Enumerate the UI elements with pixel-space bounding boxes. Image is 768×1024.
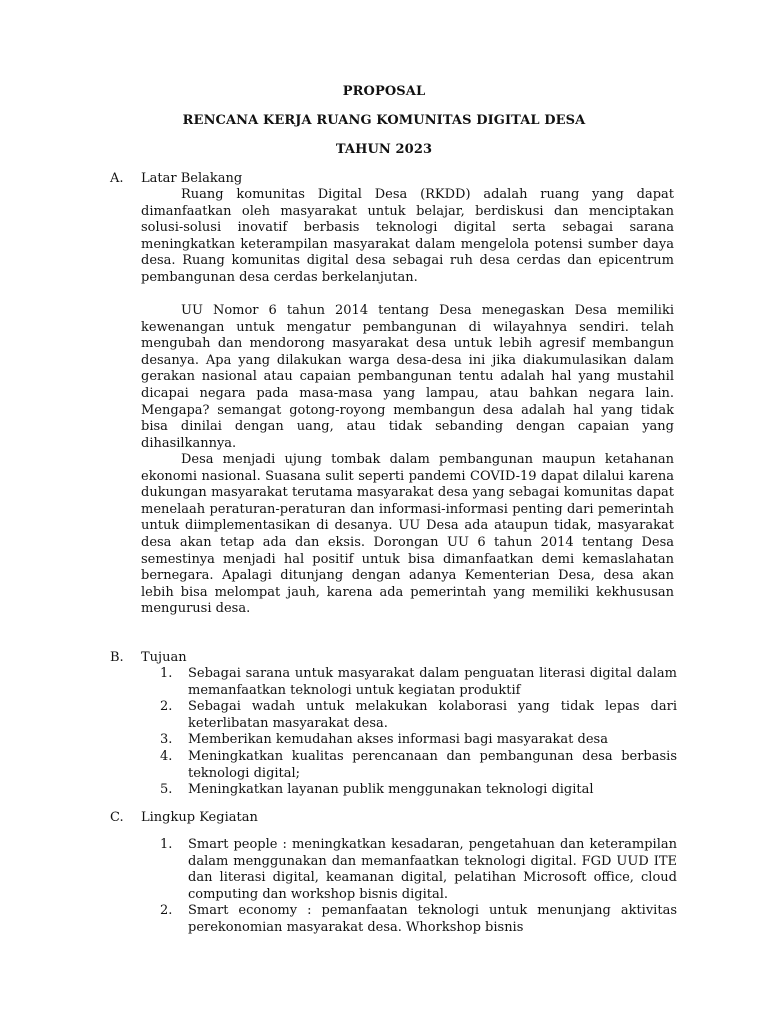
section-b-marker: B.	[110, 650, 124, 665]
list-text: Sebagai sarana untuk masyarakat dalam penguatan literasi digital dalam memanfaatkan teknologi untuk kegiatan produktif	[188, 666, 677, 698]
document-title: PROPOSAL	[342, 84, 426, 99]
list-number: 5.	[160, 782, 173, 798]
list-number: 1.	[160, 666, 173, 681]
list-item	[160, 903, 677, 936]
document-subtitle: RENCANA KERJA RUANG KOMUNITAS DIGITAL DESA	[182, 113, 586, 128]
section-a-heading: Latar Belakang	[141, 171, 243, 186]
list-number: 2.	[160, 699, 173, 715]
list-text: Smart economy : pemanfaatan teknologi untuk menunjang aktivitas perekonomian masyarakat desa. Whorkshop bisnis	[188, 903, 677, 935]
list-item	[160, 699, 677, 732]
list-text: Meningkatkan layanan publik menggunakan teknologi digital	[188, 782, 594, 798]
list-text: Sebagai wadah untuk melakukan kolaborasi yang tidak lepas dari keterlibatan masyarakat desa.	[188, 699, 677, 731]
list-item	[160, 732, 677, 749]
list-number: 2.	[160, 903, 173, 919]
paragraph-uu-desa: UU Nomor 6 tahun 2014 tentang Desa menegaskan Desa memiliki kewenangan untuk mengatur pembangunan di wilayahnya sendiri. telah mengubah dan mendorong masyarakat desa untuk lebih agresif membangun desanya. Apa yang dilakukan warga desa-desa ini jika diakumulasikan dalam gerakan nasional atau capaian pembangunan tentu adalah hal yang mustahil dicapai negara pada masa-masa yang lampau, atau bahkan negara lain. Mengapa? semangat gotong-royong membangun desa adalah hal yang tidak bisa dinilai dengan uang, atau tidak sebanding dengan capaian yang dihasilkannya.	[141, 303, 674, 451]
list-number: 3.	[160, 732, 173, 748]
tujuan-list	[160, 666, 677, 799]
list-text: Smart people : meningkatkan kesadaran, pengetahuan dan keterampilan dalam menggunakan dan memanfaatkan teknologi digital. FGD UUD ITE dan literasi digital, keamanan digital, pelatihan Microsoft office, cloud computing dan workshop bisnis digital.	[188, 837, 677, 902]
section-c-heading: Lingkup Kegiatan	[141, 810, 258, 825]
section-b-heading: Tujuan	[141, 650, 187, 665]
list-item	[160, 782, 677, 799]
lingkup-list	[160, 837, 677, 937]
paragraph-rkdd: Ruang komunitas Digital Desa (RKDD) adalah ruang yang dapat dimanfaatkan oleh masyarakat untuk belajar, berdiskusi dan menciptakan solusi-solusi inovatif berbasis teknologi digital serta sebagai sarana meningkatkan keterampilan masyarakat dalam mengelola potensi sumber daya desa. Ruang komunitas digital desa sebagai ruh desa cerdas dan epicentrum pembangunan desa cerdas berkelanjutan.	[141, 187, 674, 285]
section-c-marker: C.	[110, 810, 124, 825]
list-number: 1.	[160, 837, 173, 852]
list-item	[160, 749, 677, 782]
list-text: Memberikan kemudahan akses informasi bagi masyarakat desa	[188, 732, 608, 748]
list-item	[160, 666, 677, 699]
paragraph-ujung-tombak: Desa menjadi ujung tombak dalam pembangunan maupun ketahanan ekonomi nasional. Suasana sulit seperti pandemi COVID-19 dapat dilalui karena dukungan masyarakat terutama masyarakat desa yang sebagai komunitas dapat menelaah peraturan-peraturan dan informasi-informasi penting dari pemerintah untuk diimplementasikan di desanya. UU Desa ada ataupun tidak, masyarakat desa akan tetap ada dan eksis. Dorongan UU 6 tahun 2014 tentang Desa semestinya menjadi hal positif untuk bisa dimanfaatkan demi kemaslahatan bernegara. Apalagi ditunjang dengan adanya Kementerian Desa, desa akan lebih bisa melompat jauh, karena ada pemerintah yang memiliki kekhususan mengurusi desa.	[141, 452, 674, 617]
list-item	[160, 837, 677, 903]
list-text: Meningkatkan kualitas perencanaan dan pembangunan desa berbasis teknologi digital;	[188, 748, 677, 781]
section-a-marker: A.	[110, 171, 124, 186]
list-number: 4.	[160, 748, 173, 764]
document-year: TAHUN 2023	[335, 142, 433, 157]
